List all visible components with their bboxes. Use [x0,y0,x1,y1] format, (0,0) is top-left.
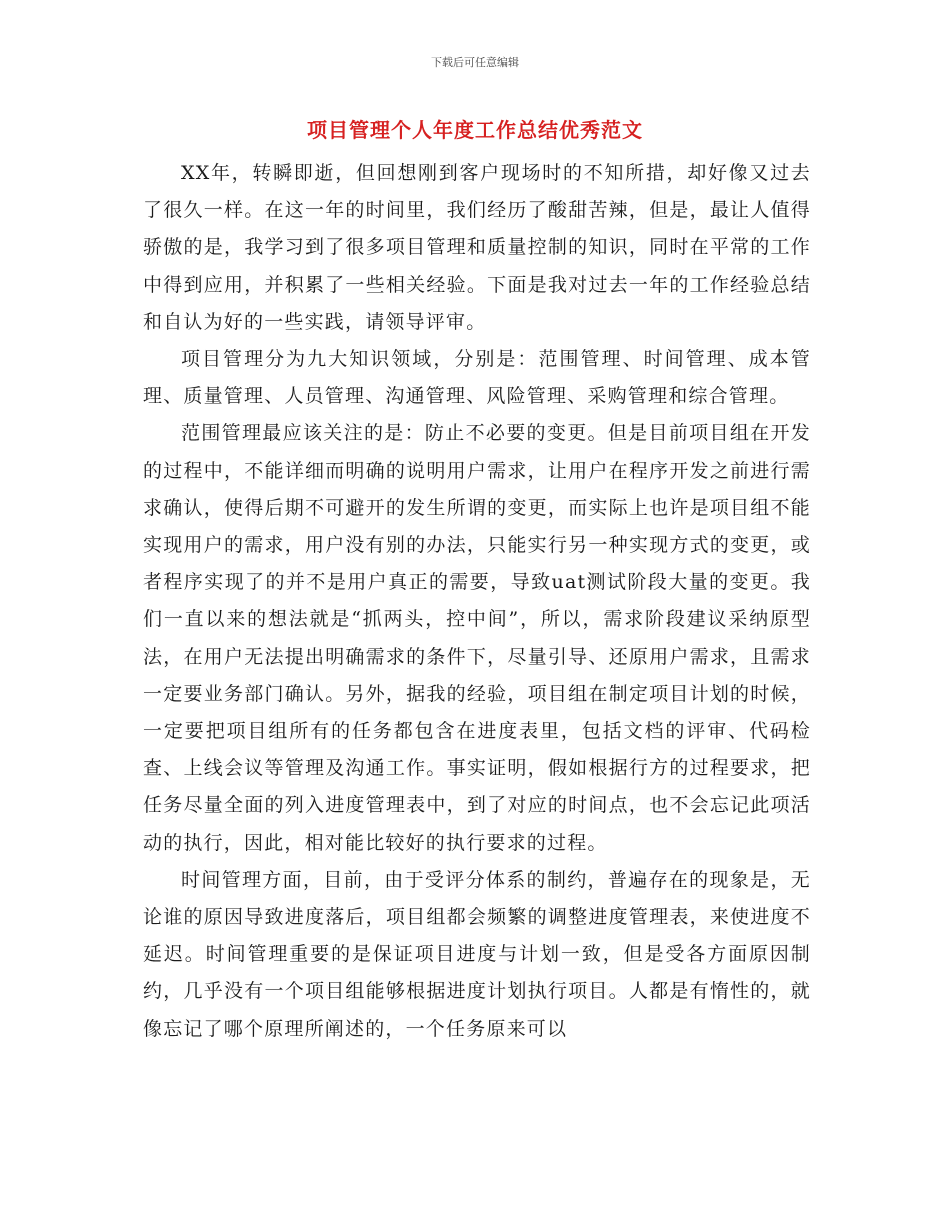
paragraph-scope-management: 范围管理最应该关注的是：防止不必要的变更。但是目前项目组在开发的过程中，不能详细而明确的说明用户需求，让用户在程序开发之前进行需求确认，使得后期不可避开的发生所谓的变更，而实际上也许是项目组不能实现用户的需求，用户没有别的办法，只能实行另一种实现方式的变更，或者程序实现了的并不是用户真正的需要，导致uat测试阶段大量的变更。我们一直以来的想法就是“抓两头，控中间”，所以，需求阶段建议采纳原型法，在用户无法提出明确需求的条件下，尽量引导、还原用户需求，且需求一定要业务部门确认。另外，据我的经验，项目组在制定项目计划的时候，一定要把项目组所有的任务都包含在进度表里，包括文档的评审、代码检查、上线会议等管理及沟通工作。事实证明，假如根据行方的过程要求，把任务尽量全面的列入进度管理表中，到了对应的时间点，也不会忘记此项活动的执行，因此，相对能比较好的执行要求的过程。 [143,422,811,854]
paragraph-intro: XX年，转瞬即逝，但回想刚到客户现场时的不知所措，却好像又过去了很久一样。在这一年的时间里，我们经历了酸甜苦辣，但是，最让人值得骄傲的是，我学习到了很多项目管理和质量控制的知识，同时在平常的工作中得到应用，并积累了一些相关经验。下面是我对过去一年的工作经验总结和自认为好的一些实践，请领导评审。 [143,162,811,333]
header-note: 下载后可任意编辑 [431,56,519,69]
document-body [143,155,811,1048]
paragraph-time-management: 时间管理方面，目前，由于受评分体系的制约，普遍存在的现象是，无论谁的原因导致进度落后，项目组都会频繁的调整进度管理表，来使进度不延迟。时间管理重要的是保证项目进度与计划一致，但是受各方面原因制约，几乎没有一个项目组能够根据进度计划执行项目。人都是有惰性的，就像忘记了哪个原理所阐述的，一个任务原来可以 [143,868,811,1040]
document-title: 项目管理个人年度工作总结优秀范文 [307,118,643,142]
paragraph-knowledge-areas: 项目管理分为九大知识领域，分别是：范围管理、时间管理、成本管理、质量管理、人员管理、沟通管理、风险管理、采购管理和综合管理。 [143,348,811,408]
